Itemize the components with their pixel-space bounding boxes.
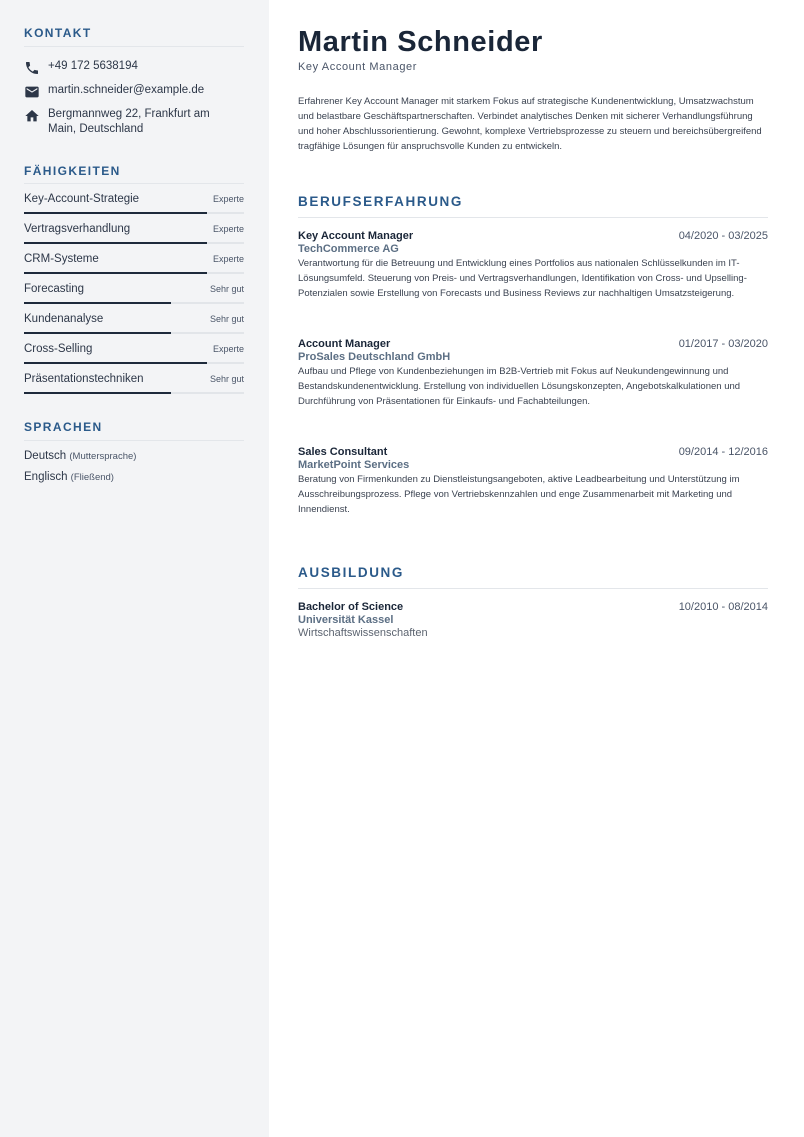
field-of-study: Wirtschaftswissenschaften bbox=[298, 627, 428, 639]
skill-bar-track bbox=[24, 242, 244, 244]
skill-level: Experte bbox=[212, 194, 244, 204]
divider bbox=[298, 217, 768, 218]
main-content bbox=[269, 0, 804, 1137]
skill-item bbox=[24, 223, 244, 249]
skill-bar-fill bbox=[24, 242, 207, 244]
skill-item bbox=[24, 313, 244, 339]
contact-phone bbox=[24, 59, 244, 76]
skill-bar-track bbox=[24, 332, 244, 334]
skill-name: Cross-Selling bbox=[24, 343, 93, 355]
language-level: (Fließend) bbox=[70, 472, 114, 483]
skill-name: Kundenanalyse bbox=[24, 313, 104, 325]
experience-entry bbox=[298, 338, 768, 409]
skill-bar-fill bbox=[24, 332, 171, 334]
sidebar bbox=[0, 0, 269, 1137]
skill-level: Sehr gut bbox=[209, 374, 244, 384]
job-dates: 04/2020 - 03/2025 bbox=[678, 230, 768, 242]
skill-bar-track bbox=[24, 362, 244, 364]
skill-bar-track bbox=[24, 272, 244, 274]
skill-level: Sehr gut bbox=[209, 314, 244, 324]
skill-item bbox=[24, 193, 244, 219]
skill-bar-track bbox=[24, 212, 244, 214]
job-role: Sales Consultant bbox=[298, 446, 388, 458]
person-name: Martin Schneider bbox=[298, 26, 543, 58]
skill-level: Experte bbox=[212, 344, 244, 354]
job-description: Verantwortung für die Betreuung und Entwicklung eines Portfolios aus nationalen Schlüsselkunden im IT-Lösungsumfeld. Steuerung von Preis- und Vertragsverhandlungen, Identifikation von Cross- und Upselling-Potenzialen sowie Erstellung von Forecasts und Business Reviews zur nachhaltigen Umsatzsteigerung. bbox=[298, 258, 747, 299]
divider bbox=[24, 183, 244, 184]
degree: Bachelor of Science bbox=[298, 601, 404, 613]
skill-item bbox=[24, 373, 244, 399]
profile-summary: Erfahrener Key Account Manager mit starkem Fokus auf strategische Kundenentwicklung, Umsatzwachstum und belastbare Geschäftspartnerschaften. Verbindet analytisches Denken mit sicherer Verhandlungsführung und hoher Abschlussorientierung. Gewohnt, komplexe Vertriebsprozesse zu steuern und bereichsübergreifend tragfähige Lösungen für anspruchsvolle Kunden zu entwickeln. bbox=[298, 96, 762, 152]
divider bbox=[24, 46, 244, 47]
education-dates: 10/2010 - 08/2014 bbox=[678, 601, 768, 613]
skill-name: Präsentationstechniken bbox=[24, 373, 144, 385]
divider bbox=[24, 440, 244, 441]
company-name: ProSales Deutschland GmbH bbox=[298, 351, 451, 363]
job-dates: 09/2014 - 12/2016 bbox=[678, 446, 768, 458]
phone-number: +49 172 5638194 bbox=[48, 60, 138, 72]
postal-address: Bergmannweg 22, Frankfurt am Main, Deutschland bbox=[48, 108, 210, 135]
mail-icon bbox=[24, 84, 40, 100]
skill-item bbox=[24, 343, 244, 369]
skills-heading: FÄHIGKEITEN bbox=[24, 164, 121, 178]
language-item bbox=[24, 471, 114, 483]
skill-level: Experte bbox=[212, 224, 244, 234]
skill-bar-track bbox=[24, 302, 244, 304]
job-description: Aufbau und Pflege von Kundenbeziehungen im B2B-Vertrieb mit Fokus auf Neukundengewinnung und Bestandskundenentwicklung. Erstellung von individuellen Lösungskonzepten, Angebotskalkulationen und Durchführung von Präsentationen für Einkaufs- und Fachabteilungen. bbox=[298, 366, 741, 407]
contact-address bbox=[24, 107, 244, 137]
skill-item bbox=[24, 283, 244, 309]
home-icon bbox=[24, 108, 40, 124]
skill-bar-track bbox=[24, 392, 244, 394]
company-name: TechCommerce AG bbox=[298, 243, 399, 255]
skill-bar-fill bbox=[24, 272, 207, 274]
experience-entry bbox=[298, 230, 768, 301]
contact-heading: KONTAKT bbox=[24, 26, 92, 40]
language-name: Englisch bbox=[24, 471, 68, 483]
skill-level: Experte bbox=[212, 254, 244, 264]
skill-name: Forecasting bbox=[24, 283, 85, 295]
language-name: Deutsch bbox=[24, 450, 67, 462]
education-heading: AUSBILDUNG bbox=[298, 565, 404, 580]
job-title: Key Account Manager bbox=[298, 61, 418, 73]
job-dates: 01/2017 - 03/2020 bbox=[678, 338, 768, 350]
skill-name: Key-Account-Strategie bbox=[24, 193, 140, 205]
skill-level: Sehr gut bbox=[209, 284, 244, 294]
languages-heading: SPRACHEN bbox=[24, 420, 103, 434]
divider bbox=[298, 588, 768, 589]
email-address: martin.schneider@example.de bbox=[48, 84, 205, 96]
school-name: Universität Kassel bbox=[298, 614, 394, 626]
skill-bar-fill bbox=[24, 302, 171, 304]
job-description: Beratung von Firmenkunden zu Dienstleistungsangeboten, aktive Leadbearbeitung und Unterstützung im Ausschreibungsprozess. Pflege von Vertriebskennzahlen und enge Zusammenarbeit mit Marketing und Innendienst. bbox=[298, 474, 740, 515]
job-role: Account Manager bbox=[298, 338, 391, 350]
skill-bar-fill bbox=[24, 392, 171, 394]
job-role: Key Account Manager bbox=[298, 230, 414, 242]
company-name: MarketPoint Services bbox=[298, 459, 410, 471]
skill-bar-fill bbox=[24, 362, 207, 364]
experience-heading: BERUFSERFAHRUNG bbox=[298, 194, 464, 209]
language-item bbox=[24, 450, 136, 462]
contact-email bbox=[24, 83, 244, 100]
language-level: (Muttersprache) bbox=[69, 451, 137, 462]
education-entry bbox=[298, 601, 768, 639]
skill-bar-fill bbox=[24, 212, 207, 214]
experience-entry bbox=[298, 446, 768, 517]
skill-name: Vertragsverhandlung bbox=[24, 223, 131, 235]
skill-name: CRM-Systeme bbox=[24, 253, 99, 265]
phone-icon bbox=[24, 60, 40, 76]
skill-item bbox=[24, 253, 244, 279]
